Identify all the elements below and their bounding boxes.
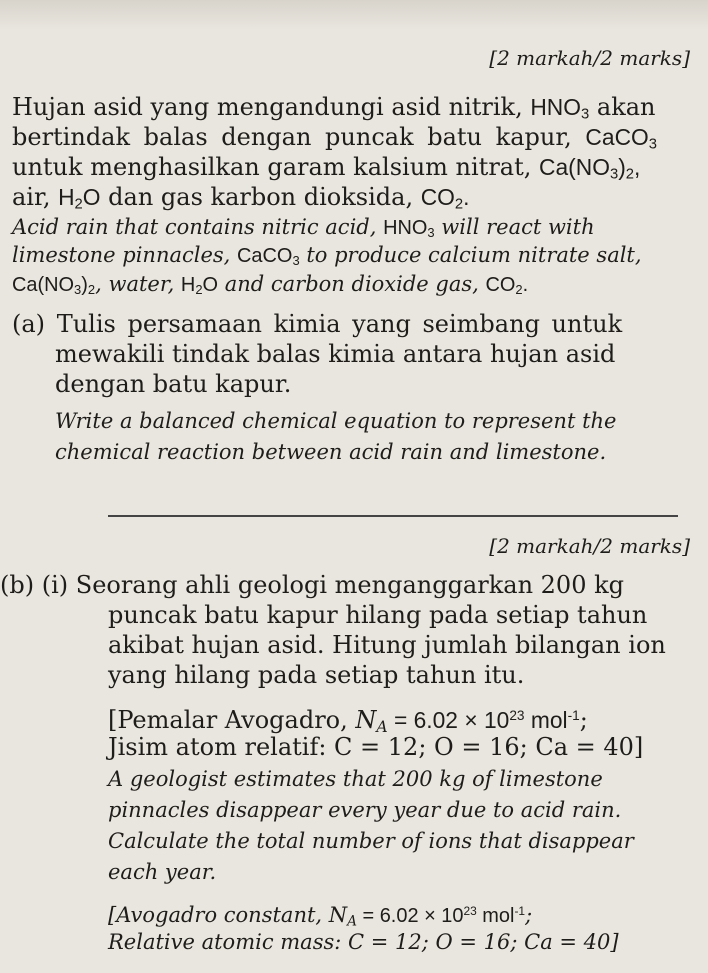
intro-ms-line-1: Hujan asid yang mengandungi asid nitrik, $HNO_3$ akan xyxy=(12,93,656,123)
part-a-ms-line-1: (a) Tulis persamaan kimia yang seimbang untuk xyxy=(12,310,623,338)
intro-ms-line-4: air, $H_2O$ dan gas karbon dioksida, $CO_2$. xyxy=(12,183,470,213)
intro-ms-line-2: bertindak balas dengan puncak batu kapur, CaCO$_3$ xyxy=(12,123,658,153)
intro-en-line-1: Acid rain that contains nitric acid, $HNO_3$ will react with xyxy=(12,215,595,241)
part-b-en-line-1: A geologist estimates that 200 kg of limestone xyxy=(108,767,603,791)
part-b-ms-avogadro: [Pemalar Avogadro, $N_A = 6.02 \times 10^{23}$ mol$^{-1}$; xyxy=(108,706,588,737)
part-a-en-line-1: Write a balanced chemical equation to represent the xyxy=(55,409,617,433)
part-b-ms-line-3: akibat hujan asid. Hitung jumlah bilangan ion xyxy=(108,631,666,659)
part-a-ms-line-3: dengan batu kapur. xyxy=(55,370,292,398)
answer-line[interactable] xyxy=(108,515,678,517)
part-b-ms-line-1: (b) (i) Seorang ahli geologi menganggarkan 200 kg xyxy=(0,571,624,599)
part-b-ms-line-2: puncak batu kapur hilang pada setiap tahun xyxy=(108,601,648,629)
part-b-ms-line-4: yang hilang pada setiap tahun itu. xyxy=(108,661,525,689)
page-top-shadow xyxy=(0,0,708,30)
intro-ms-line-3: untuk menghasilkan garam kalsium nitrat, $Ca(NO_3)_2$, xyxy=(12,153,641,183)
part-b-en-line-3: Calculate the total number of ions that disappear xyxy=(108,829,634,853)
part-b-en-atomic-mass: Relative atomic mass: C = 12; O = 16; Ca = 40] xyxy=(108,930,619,954)
part-b-ms-atomic-mass: Jisim atom relatif: C = 12; O = 16; Ca = 40] xyxy=(108,733,644,761)
marks-label-top: [2 markah/2 marks] xyxy=(489,46,690,70)
part-b-en-line-4: each year. xyxy=(108,860,217,884)
marks-label-a: [2 markah/2 marks] xyxy=(489,534,690,558)
part-a-en-line-2: chemical reaction between acid rain and limestone. xyxy=(55,440,607,464)
intro-en-line-2: limestone pinnacles, CaCO$_3$ to produce calcium nitrate salt, xyxy=(12,243,642,269)
part-b-en-line-2: pinnacles disappear every year due to acid rain. xyxy=(108,798,622,822)
intro-en-line-3: $Ca(NO_3)_2$, water, $H_2O$ and carbon dioxide gas, $CO_2$. xyxy=(12,272,529,298)
part-a-ms-line-2: mewakili tindak balas kimia antara hujan asid xyxy=(55,340,616,368)
part-b-en-avogadro: [Avogadro constant, $N_A = 6.02 \times 10^{23}$ mol$^{-1}$; xyxy=(108,903,533,930)
